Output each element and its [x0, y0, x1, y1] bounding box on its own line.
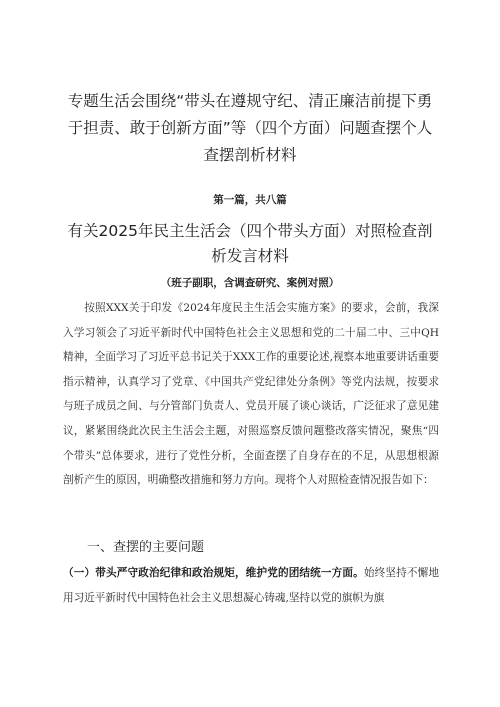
sub-section-lead: （一）带头严守政治纪律和政治规矩，维护党的团结统一方面。: [63, 567, 364, 579]
document-remark: （班子副职，含调查研究、案例对照）: [160, 277, 340, 289]
body-paragraph: 按照XXX关于印发《2024年度民主生活会实施方案》的要求，会前，我深入学习领会了习近平新时代中国特色社会主义思想和党的二十届二中、三中QH精神，全面学习了习近平总书记关于XXX工作的重要论述,视察本地重要讲话重要指示精神，认真学习了党章、《中国共产党纪律处分条例》等党内法规，按要求与班子成员之间、与分管部门负责人、党员开展了谈心谈话，广泛征求了意见建议，紧紧围绕此次民主生活会主题，对照巡察反馈问题整改落实情况，聚焦“四个带头”总体要求，进行了党性分析，全面查摆了自身存在的不足，从思想根源剖析产生的原因，明确整改措施和努力方向。现将个人对照检查情况报告如下：: [63, 302, 439, 487]
document-title: 有关2025年民主生活会（四个带头方面）对照检查剖析发言材料: [67, 222, 433, 265]
sub-section-paragraph: [63, 561, 439, 610]
article-count-heading: 第一篇，共八篇: [213, 194, 287, 206]
section-heading: 一、查摆的主要问题: [87, 540, 205, 555]
sub-section-text: 始终坚持不懈地用习近平新时代中国特色社会主义思想凝心铸魂,坚持以党的旗帜为旗: [63, 567, 439, 604]
main-title: 专题生活会围绕“带头在遵规守纪、清正廉洁前提下勇于担责、敢于创新方面”等（四个方面）问题查摆个人查摆剖析材料: [67, 92, 433, 164]
